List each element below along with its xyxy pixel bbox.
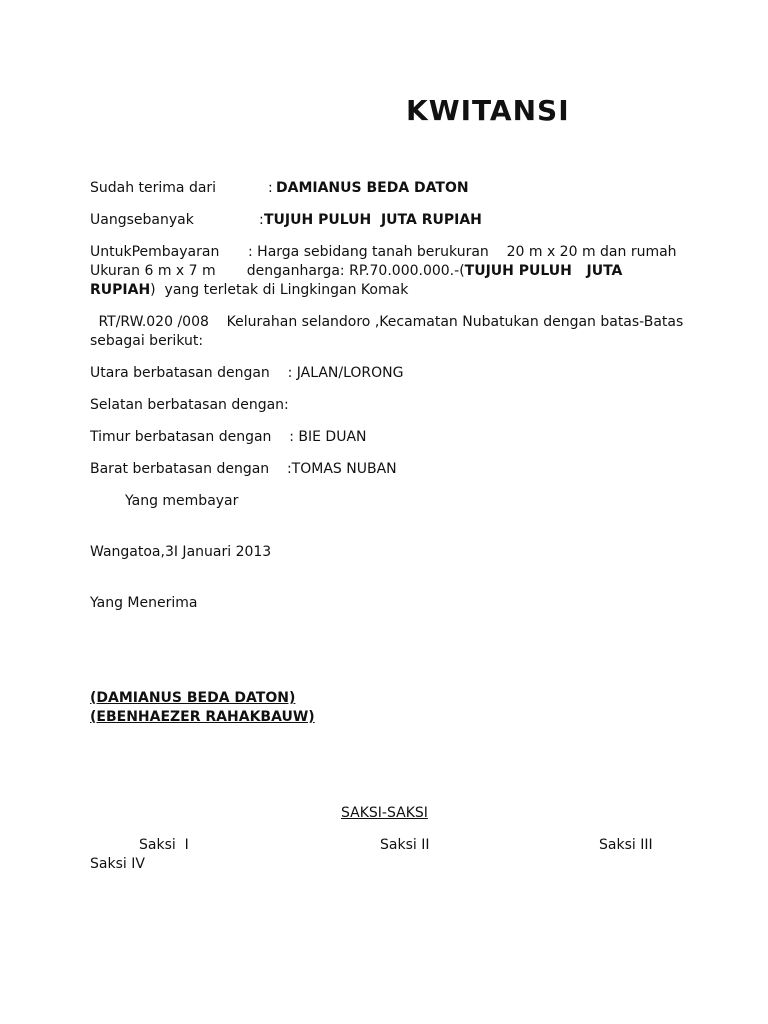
witness-3: Saksi III — [599, 837, 653, 853]
received-from-separator: : — [268, 180, 273, 196]
signatory-name-1: (DAMIANUS BEDA DATON) — [90, 690, 296, 706]
location-line2: sebagai berikut: — [90, 333, 204, 349]
purpose-line1: : Harga sebidang tanah berukuran 20 m x 20 m dan rumah — [248, 244, 677, 260]
boundary-south: Selatan berbatasan dengan: — [90, 397, 289, 413]
boundary-north: Utara berbatasan dengan : JALAN/LORONG — [90, 365, 404, 381]
payer-label: Yang membayar — [125, 493, 239, 509]
witnesses-heading: SAKSI-SAKSI — [341, 805, 428, 821]
purpose-label: UntukPembayaran — [90, 244, 220, 260]
received-from-label: Sudah terima dari — [90, 180, 217, 196]
purpose-line2 — [90, 262, 622, 280]
witness-2: Saksi II — [380, 837, 430, 853]
amount-separator: : — [259, 212, 264, 228]
place-date: Wangatoa,3I Januari 2013 — [90, 544, 272, 560]
amount-value: TUJUH PULUH JUTA RUPIAH — [264, 212, 482, 228]
received-from-value: DAMIANUS BEDA DATON — [276, 180, 469, 196]
boundary-west: Barat berbatasan dengan :TOMAS NUBAN — [90, 461, 397, 477]
location-line1: RT/RW.020 /008 Kelurahan selandoro ,Kecamatan Nubatukan dengan batas-Batas — [94, 314, 684, 330]
purpose-line2-bold: TUJUH PULUH JUTA — [464, 263, 623, 279]
signatory-name-2: (EBENHAEZER RAHAKBAUW) — [90, 709, 315, 725]
receipt-title: KWITANSI — [406, 94, 570, 127]
boundary-east: Timur berbatasan dengan : BIE DUAN — [90, 429, 367, 445]
amount-label: Uangsebanyak — [90, 212, 194, 228]
receiver-label: Yang Menerima — [90, 595, 198, 611]
purpose-line3-bold: RUPIAH — [90, 282, 151, 298]
purpose-line3 — [90, 281, 408, 299]
purpose-line2-text: Ukuran 6 m x 7 m denganharga: RP.70.000.000.-( — [90, 263, 465, 279]
witness-1: Saksi I — [139, 837, 189, 853]
witness-4: Saksi IV — [90, 856, 145, 872]
purpose-line3-text: ) yang terletak di Lingkingan Komak — [150, 282, 409, 298]
